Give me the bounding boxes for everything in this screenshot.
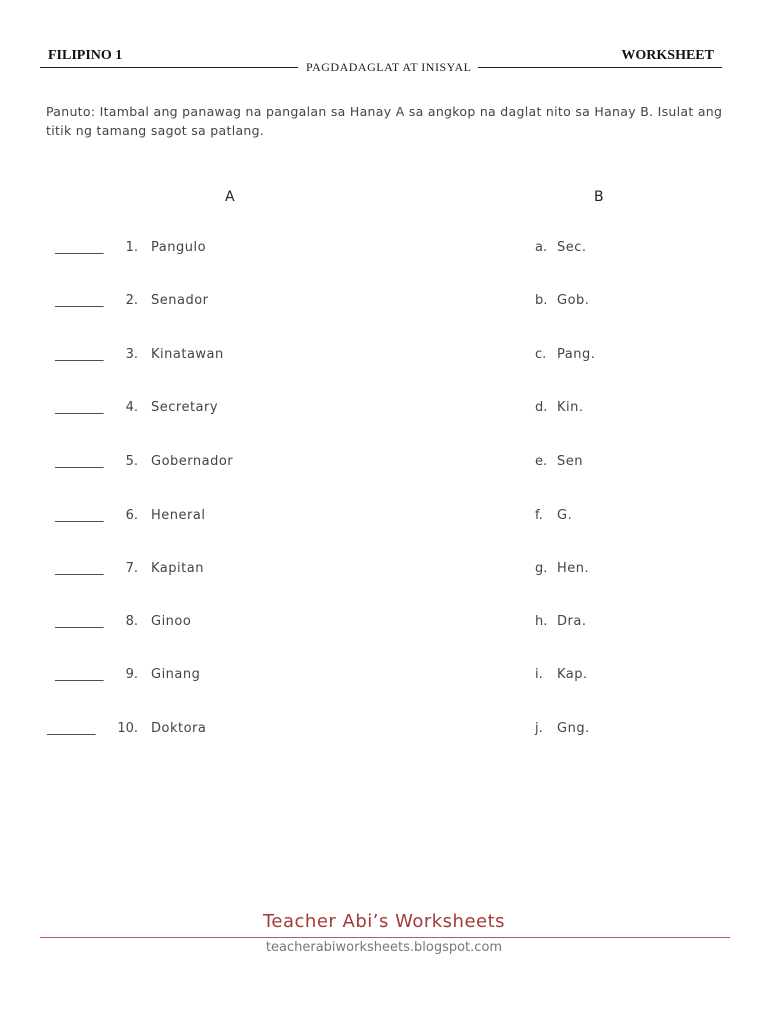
choice-letter: j.	[535, 721, 543, 736]
footer-url: teacherabiworksheets.blogspot.com	[265, 940, 503, 955]
answer-blank[interactable]: ________	[47, 721, 95, 736]
column-a-term: Senador	[151, 293, 209, 308]
answer-blank[interactable]: ________	[55, 614, 103, 629]
list-item	[0, 347, 768, 367]
choice-letter: g.	[535, 561, 548, 576]
header-subject: FILIPINO 1	[48, 48, 123, 63]
column-a-term: Doktora	[151, 721, 207, 736]
choice-letter: c.	[535, 347, 547, 362]
item-number: 8.	[125, 614, 138, 629]
column-b-abbreviation: Gng.	[557, 721, 590, 736]
choice-letter: f.	[535, 508, 543, 523]
item-number: 10.	[117, 721, 138, 736]
answer-blank[interactable]: ________	[55, 667, 103, 682]
answer-blank[interactable]: ________	[55, 347, 103, 362]
item-number: 6.	[125, 508, 138, 523]
column-a-term: Kinatawan	[151, 347, 224, 362]
column-a-term: Secretary	[151, 400, 219, 415]
column-a-term: Gobernador	[151, 454, 234, 469]
column-b-abbreviation: Pang.	[557, 347, 596, 362]
header-line-right	[478, 67, 722, 68]
column-b-abbreviation: Kin.	[557, 400, 584, 415]
choice-letter: e.	[535, 454, 548, 469]
column-b-abbreviation: Sec.	[557, 240, 587, 255]
answer-blank[interactable]: ________	[55, 293, 103, 308]
column-b-abbreviation: Dra.	[557, 614, 587, 629]
list-item	[0, 293, 768, 313]
column-a-heading: A	[225, 189, 235, 205]
list-item	[0, 721, 768, 741]
list-item	[0, 400, 768, 420]
column-a-term: Ginang	[151, 667, 201, 682]
item-number: 9.	[125, 667, 138, 682]
answer-blank[interactable]: ________	[55, 508, 103, 523]
choice-letter: a.	[535, 240, 548, 255]
answer-blank[interactable]: ________	[55, 454, 103, 469]
header-topic: PAGDADAGLAT AT INISYAL	[306, 60, 472, 74]
column-a-term: Ginoo	[151, 614, 192, 629]
item-number: 3.	[125, 347, 138, 362]
footer-divider	[40, 937, 730, 938]
column-b-abbreviation: Sen	[557, 454, 583, 469]
choice-letter: d.	[535, 400, 548, 415]
choice-letter: h.	[535, 614, 548, 629]
header-type: WORKSHEET	[621, 48, 714, 63]
column-b-heading: B	[594, 189, 604, 205]
answer-blank[interactable]: ________	[55, 561, 103, 576]
header-line-left	[40, 67, 298, 68]
answer-blank[interactable]: ________	[55, 240, 103, 255]
instructions: Panuto: Itambal ang panawag na pangalan sa Hanay A sa angkop na daglat nito sa Hanay B. Isulat ang titik ng tamang sagot sa patlang.	[46, 104, 723, 138]
answer-blank[interactable]: ________	[55, 400, 103, 415]
column-a-term: Kapitan	[151, 561, 204, 576]
list-item	[0, 614, 768, 634]
column-a-term: Pangulo	[151, 240, 207, 255]
column-b-abbreviation: Hen.	[557, 561, 590, 576]
item-number: 4.	[125, 400, 138, 415]
footer-brand: Teacher Abi’s Worksheets	[262, 911, 506, 932]
column-b-abbreviation: G.	[557, 508, 573, 523]
list-item	[0, 561, 768, 581]
choice-letter: i.	[535, 667, 543, 682]
column-a-term: Heneral	[151, 508, 206, 523]
list-item	[0, 454, 768, 474]
item-number: 5.	[125, 454, 138, 469]
choice-letter: b.	[535, 293, 548, 308]
list-item	[0, 667, 768, 687]
item-number: 2.	[125, 293, 138, 308]
column-b-abbreviation: Kap.	[557, 667, 588, 682]
column-b-abbreviation: Gob.	[557, 293, 590, 308]
list-item	[0, 508, 768, 528]
item-number: 1.	[125, 240, 138, 255]
item-number: 7.	[125, 561, 138, 576]
list-item	[0, 240, 768, 260]
